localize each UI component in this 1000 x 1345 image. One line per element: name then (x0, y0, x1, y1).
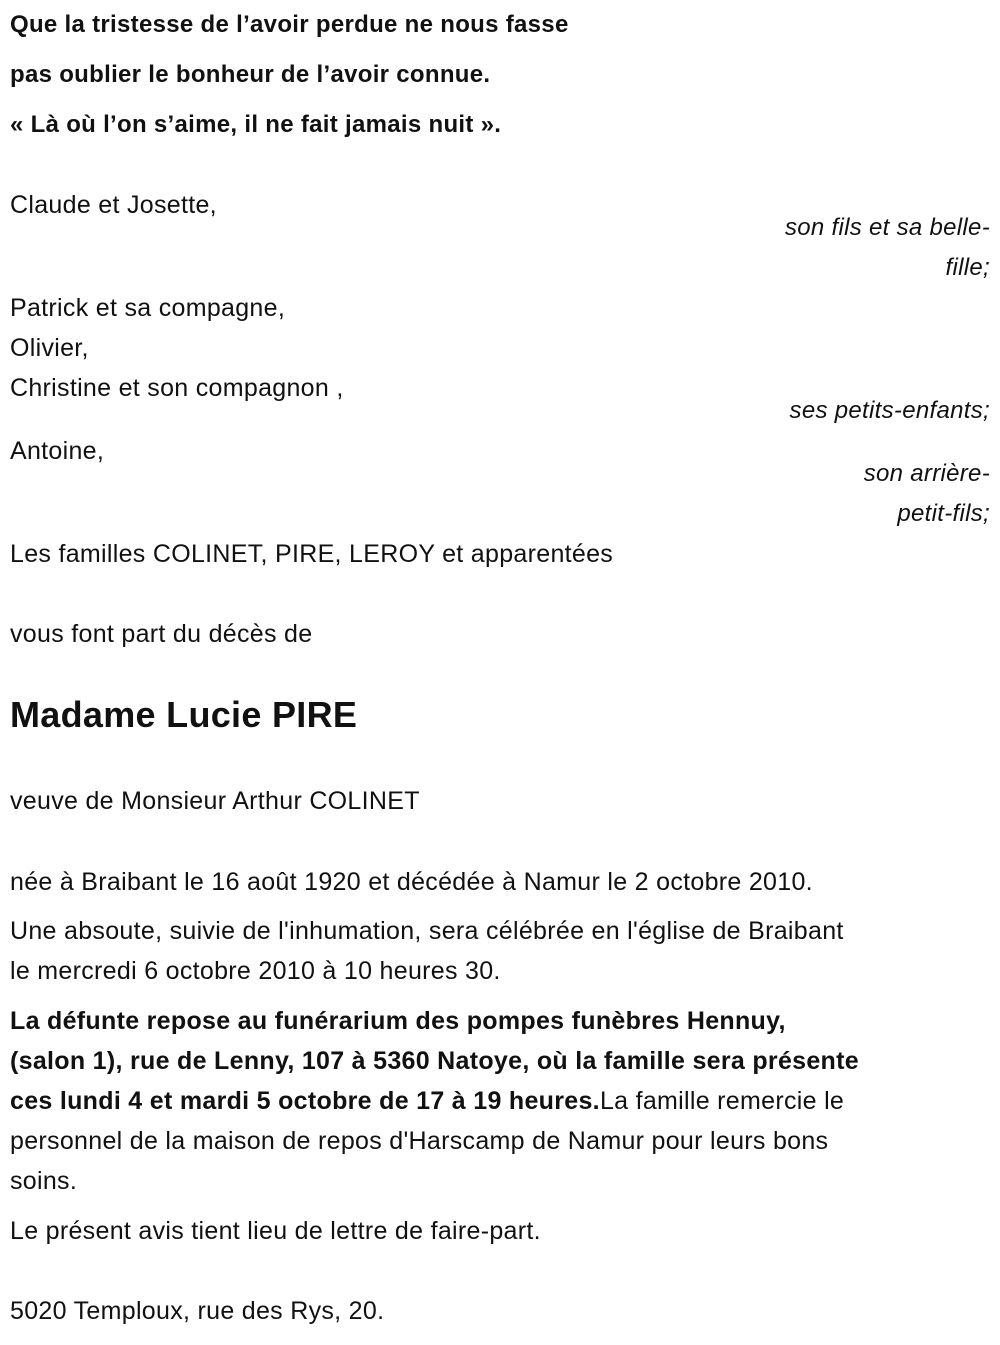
quote-line: pas oublier le bonheur de l’avoir connue. (10, 61, 491, 88)
son-role: fille; (945, 254, 990, 281)
great-grandchild: Antoine, (10, 437, 105, 465)
widow-of: veuve de Monsieur Arthur COLINET (10, 787, 420, 815)
grandchild: Christine et son compagnon , (10, 374, 344, 402)
quote-line: « Là où l’on s’aime, il ne fait jamais nuit ». (10, 111, 502, 138)
son-names: Claude et Josette, (10, 191, 217, 219)
ceremony: Une absoute, suivie de l'inhumation, sera célébrée en l'église de Braibant (10, 917, 844, 945)
address: 5020 Temploux, rue des Rys, 20. (10, 1297, 385, 1325)
thanks: soins. (10, 1167, 78, 1195)
visitation: (salon 1), rue de Lenny, 107 à 5360 Natoye, où la famille sera présente (10, 1047, 859, 1075)
families: Les familles COLINET, PIRE, LEROY et apparentées (10, 540, 614, 568)
thanks: La famille remercie le (599, 1087, 845, 1115)
visitation-line (10, 1086, 844, 1116)
visitation: ces lundi 4 et mardi 5 octobre de 17 à 19 heures. (10, 1087, 600, 1115)
visitation: La défunte repose au funérarium des pompes funèbres Hennuy, (10, 1007, 786, 1035)
ceremony: le mercredi 6 octobre 2010 à 10 heures 30. (10, 957, 501, 985)
notice: Le présent avis tient lieu de lettre de faire-part. (10, 1217, 541, 1245)
deceased-name: Madame Lucie PIRE (10, 694, 358, 735)
great-grandchild-role: son arrière- (863, 460, 990, 487)
quote-line: Que la tristesse de l’avoir perdue ne nous fasse (10, 11, 569, 38)
grandchild: Patrick et sa compagne, (10, 294, 286, 322)
great-grandchild-role: petit-fils; (897, 500, 990, 527)
grandchild: Olivier, (10, 334, 89, 362)
announcement: vous font part du décès de (10, 620, 313, 648)
son-role: son fils et sa belle- (784, 214, 990, 241)
birth-death-dates: née à Braibant le 16 août 1920 et décédée à Namur le 2 octobre 2010. (10, 868, 813, 896)
thanks: personnel de la maison de repos d'Harscamp de Namur pour leurs bons (10, 1127, 829, 1155)
grandchildren-role: ses petits-enfants; (789, 397, 990, 424)
